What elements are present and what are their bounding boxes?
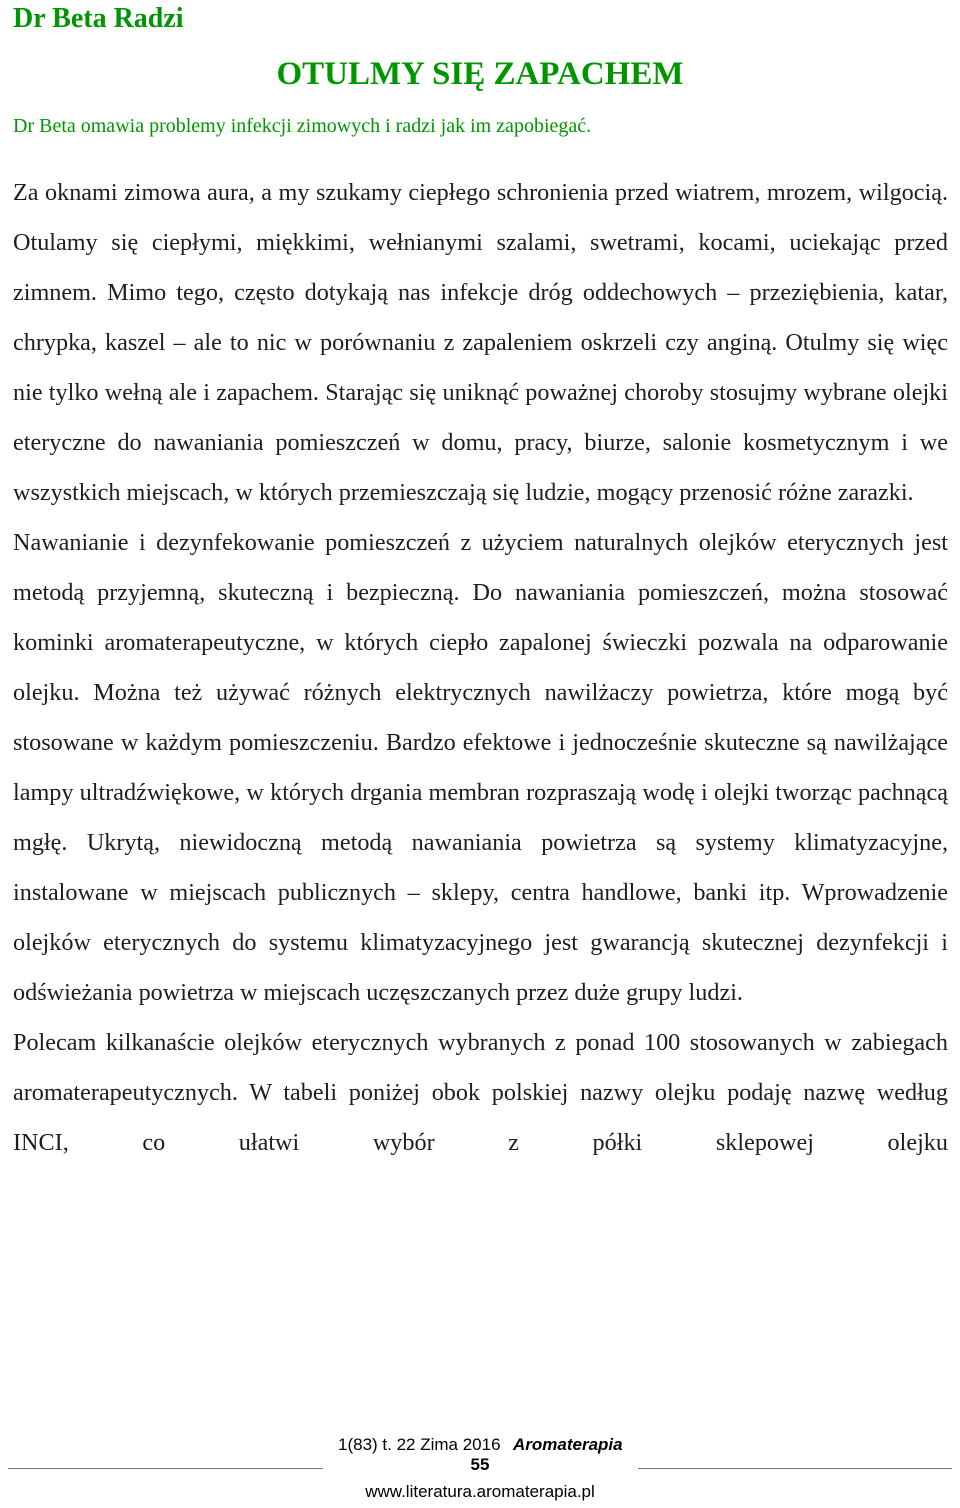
page-number: 55 (470, 1455, 490, 1474)
body-paragraph: Polecam kilkanaście olejków eterycznych wybranych z ponad 100 stosowanych w zabiegach aromaterapeutycznych. W tabeli poniżej obok polskiej nazwy olejku podaję nazwę według INCI, co ułatwi wybór z półki sklepowej olejku (13, 1029, 948, 1156)
footer-issue: 1(83) t. 22 Zima 2016 (338, 1435, 501, 1454)
article-body (13, 168, 948, 1168)
footer-url: www.literatura.aromaterapia.pl (365, 1482, 595, 1501)
body-paragraph: Nawanianie i dezynfekowanie pomieszczeń z użyciem naturalnych olejków eterycznych jest metodą przyjemną, skuteczną i bezpieczną. Do nawaniania pomieszczeń, można stosować kominki aromaterapeutyczne, w których ciepło zapalonej świeczki pozwala na odparowanie olejku. Można też używać różnych elektrycznych nawilżaczy powietrza, które mogą być stosowane w każdym pomieszczeniu. Bardzo efektowe i jednocześnie skuteczne są nawilżające lampy ultradźwiękowe, w których drgania membran rozpraszają wodę i olejki tworząc pachnącą mgłę. Ukrytą, niewidoczną metodą nawaniania powietrza są systemy klimatyzacyjne, instalowane w miejscach publicznych – sklepy, centra handlowe, banki itp. Wprowadzenie olejków eterycznych do systemu klimatyzacyjnego jest gwarancją skutecznej dezynfekcji i odświeżania powietrza w miejscach uczęszczanych przez duże grupy ludzi. (13, 529, 948, 1006)
article-title-text: OTULMY SIĘ ZAPACHEM (276, 56, 684, 92)
article-lead: Dr Beta omawia problemy infekcji zimowych i radzi jak im zapobiegać. (13, 115, 592, 137)
article-title (0, 55, 960, 93)
footer-brand-logo: Aromaterapia (513, 1435, 623, 1454)
page-footer (0, 1430, 960, 1508)
body-paragraph: Za oknami zimowa aura, a my szukamy ciepłego schronienia przed wiatrem, mrozem, wilgocią. Otulamy się ciepłymi, miękkimi, wełnianymi szalami, swetrami, kocami, uciekając przed zimnem. Mimo tego, często dotykają nas infekcje dróg oddechowych – przeziębienia, katar, chrypka, kaszel – ale to nic w porównaniu z zapaleniem oskrzeli czy anginą. Otulmy się więc nie tylko wełną ale i zapachem. Starając się uniknąć poważnej choroby stosujmy wybrane olejki eteryczne do nawaniania pomieszczeń w domu, pracy, biurze, salonie kosmetycznym i we wszystkich miejscach, w których przemieszczają się ludzie, mogący przenosić różne zarazki. (13, 179, 948, 506)
section-title: Dr Beta Radzi (13, 3, 184, 34)
